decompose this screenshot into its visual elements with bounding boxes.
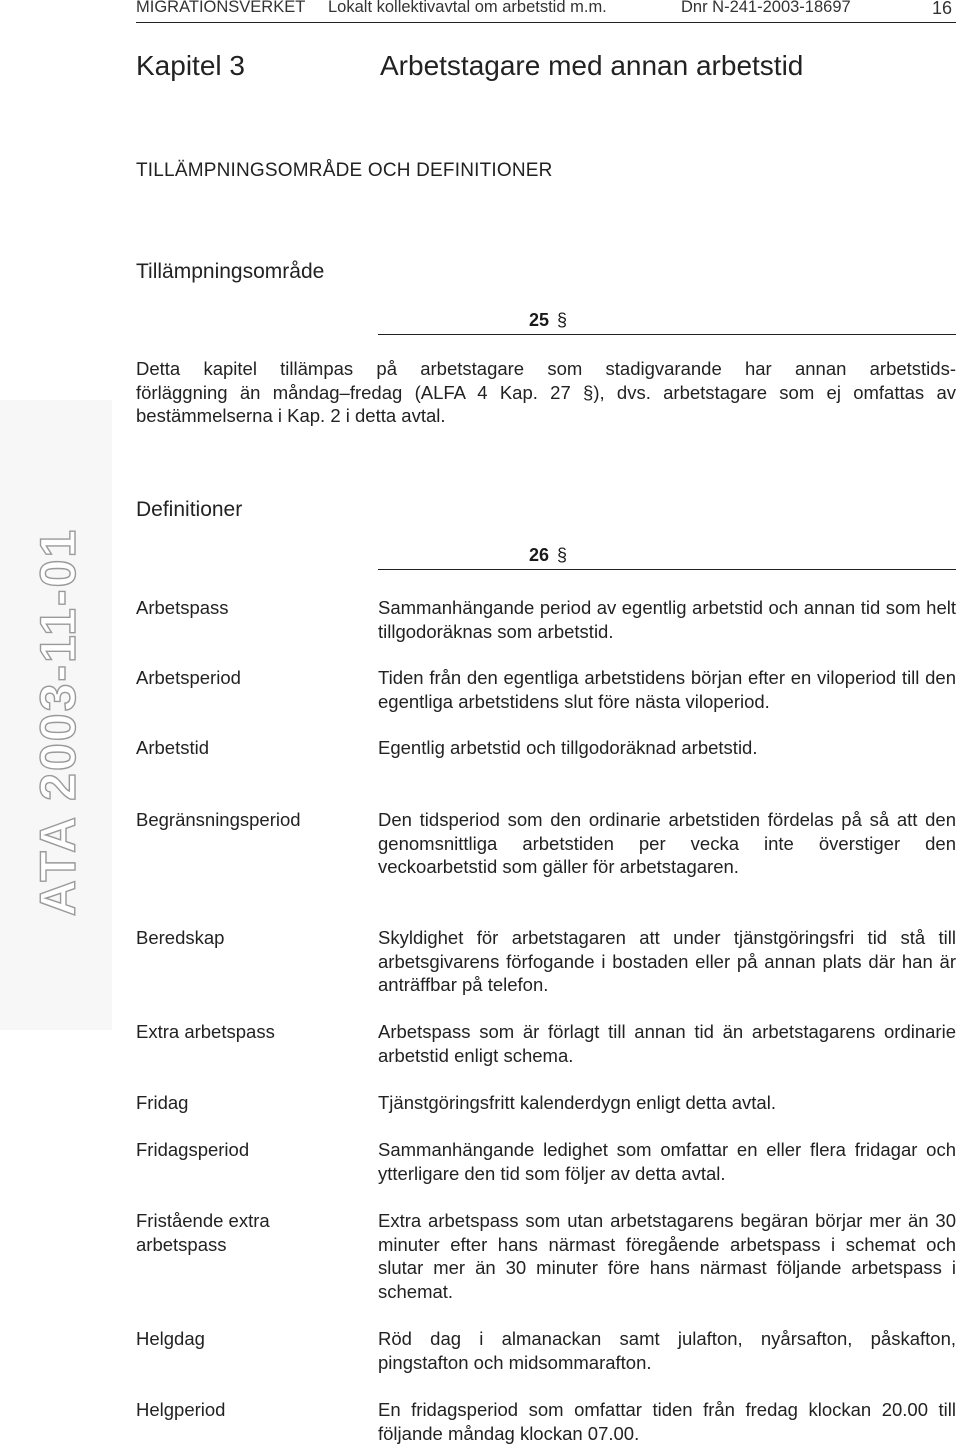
definition-description: En fridagsperiod som omfattar tiden från fredag klockan 20.00 till följande måndag klockan 07.00. [378,1399,956,1444]
definition-term: Fridagsperiod [136,1139,250,1160]
definition-term: Arbetspass [136,597,229,618]
page-number: 16 [931,0,952,18]
definition-term: Arbetsperiod [136,667,241,688]
scope-line: förläggning än måndag–fredag (ALFA 4 Kap. 27 §), dvs. arbetstagare som ej omfattas av [136,381,956,403]
paragraph-number: 25 [528,310,549,330]
paragraph-marker-26 [378,545,956,570]
paragraph-symbol: § [557,545,568,565]
definition-term: Beredskap [136,927,225,948]
definition-term: Extra arbetspass [136,1021,275,1042]
chapter-number: Kapitel 3 [136,50,245,81]
scope-line: bestämmelserna i Kap. 2 i detta avtal. [136,405,446,426]
definition-term: Fridag [136,1092,189,1113]
definition-term: Helgdag [136,1328,205,1349]
definitions-heading: Definitioner [136,498,243,521]
definition-term: Arbetstid [136,737,210,758]
definition-description: Tjänstgöringsfritt kalenderdygn enligt detta avtal. [378,1092,776,1113]
definition-term: Helgperiod [136,1399,226,1420]
definition-description: Den tidsperiod som den ordinarie arbetstiden fördelas på så att den genomsnittliga arbetstiden per vecka inte överstiger den veckoarbetstid som gäller för arbetstagaren. [378,809,956,877]
paragraph-number: 26 [528,545,549,565]
definition-description: Egentlig arbetstid och tillgodoräknad arbetstid. [378,737,758,758]
scope-paragraph [136,357,956,428]
paragraph-marker-25 [378,310,956,335]
header-reference-number: Dnr N-241-2003-18697 [681,0,851,16]
definition-term: Fristående extra arbetspass [136,1210,270,1255]
definition-description: Skyldighet för arbetstagaren att under tjänstgöringsfri tid stå till arbetsgivarens förfogande i bostaden eller på annan plats där han är anträffbar på telefon. [378,927,956,995]
header-organization: MIGRATIONSVERKET [136,0,306,16]
scope-line: Detta kapitel tillämpas på arbetstagare som stadigvarande har annan arbetstids- [136,358,956,379]
definition-description: Tiden från den egentliga arbetstidens början efter en viloperiod till den egentliga arbetstidens slut före nästa viloperiod. [378,667,956,712]
watermark-date-stamp: ATA 2003-11-01 [30,527,86,917]
paragraph-symbol: § [557,310,568,330]
page-header [136,0,956,23]
definition-description: Sammanhängande period av egentlig arbetstid och annan tid som helt tillgodoräknas som arbetstid. [378,597,956,642]
definition-term: Begränsningsperiod [136,809,301,830]
header-document-title: Lokalt kollektivavtal om arbetstid m.m. [328,0,607,16]
definition-description: Sammanhängande ledighet som omfattar en eller flera fridagar och ytterligare den tid som följer av detta avtal. [378,1139,956,1184]
chapter-title: Arbetstagare med annan arbetstid [380,50,804,81]
scope-heading: Tillämpningsområde [136,260,325,283]
section-heading: TILLÄMPNINGSOMRÅDE OCH DEFINITIONER [136,160,553,181]
definition-description: Röd dag i almanackan samt julafton, nyårsafton, påskafton, pingstafton och midsommarafton. [378,1328,956,1373]
definition-description: Extra arbetspass som utan arbetstagarens begäran börjar mer än 30 minuter efter hans närmast föregående arbetspass i schemat och slutar mer än 30 minuter före hans närmast följande arbetspass i schemat. [378,1210,956,1302]
definition-description: Arbetspass som är förlagt till annan tid än arbetstagarens ordinarie arbetstid enligt schema. [378,1021,956,1066]
